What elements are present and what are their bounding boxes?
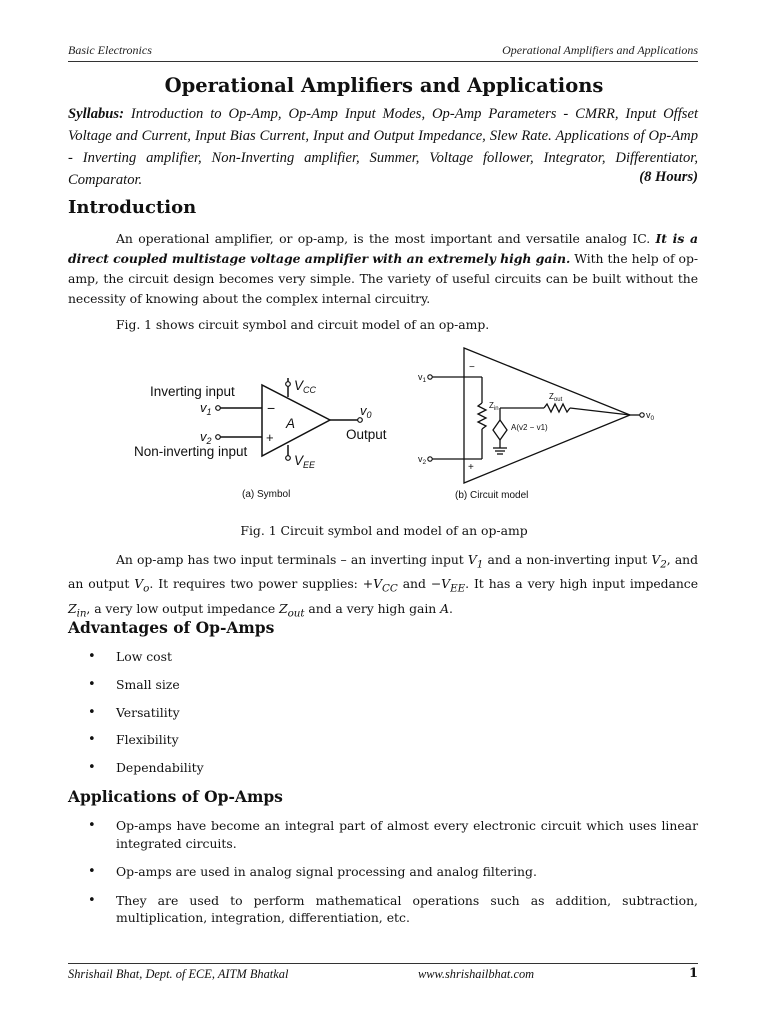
list-item: • Dependability — [68, 759, 698, 777]
list-item: • They are used to perform mathematical operations such as addition, subtraction, multiplication, integration, differentiation, etc. — [68, 892, 698, 927]
dependent-source — [493, 420, 507, 440]
svg-text:+: + — [468, 462, 474, 473]
intro-paragraph: An operational amplifier, or op-amp, is the most important and versatile analog IC. It is a direct coupled multistage voltage amplifier with an extremely high gain. With the help of op-amp, the circuit design becomes very simple. The variety of useful circuits can be built without the necessity of knowing about the complex internal circuitry. — [68, 231, 698, 306]
v1-label: $v_1$ — [200, 400, 212, 417]
syllabus — [68, 103, 698, 191]
figure-reference-paragraph: Fig. 1 shows circuit symbol and circuit model of an op-amp. — [116, 317, 490, 332]
syllabus-label: Syllabus: — [68, 106, 124, 122]
opamp-description-paragraph: An op-amp has two input terminals – an inverting input $V_1$ and a non-inverting input $V_2$, and an output $V_o$. It requires two power supplies: $+V_{CC}$ and $-V_{EE}$. It has a very high input impedance $Z_{in}$, a very low output impedance $Z_{out}$ and a very high gain A. — [68, 552, 698, 620]
list-item: • Small size — [68, 676, 698, 694]
list-item: • Flexibility — [68, 731, 698, 749]
header-rule — [68, 61, 698, 62]
zin-resistor — [478, 403, 486, 429]
list-item: • Op-amps are used in analog signal processing and analog filtering. — [68, 863, 698, 881]
opamp-circuit-model — [432, 348, 640, 483]
output-label: Output — [346, 427, 387, 442]
noninverting-input-label: Non-inverting input — [134, 444, 248, 459]
footer-rule — [68, 963, 698, 964]
opamp-triangle — [262, 385, 330, 456]
section-heading-advantages: Advantages of Op-Amps — [68, 618, 275, 637]
figure-caption: Fig. 1 Circuit symbol and model of an op-amp — [240, 523, 528, 538]
minus-sign: − — [267, 400, 276, 416]
vcc-label: $V_{CC}$ — [294, 378, 317, 395]
zin-label: $Z_{in}$ — [489, 401, 499, 412]
list-item: • Low cost — [68, 648, 698, 666]
vo-label: $v_0$ — [360, 403, 372, 420]
footer-author: Shrishail Bhat, Dept. of ECE, AITM Bhatkal — [68, 967, 289, 981]
opamp-figure — [110, 338, 670, 516]
gain-label: A — [286, 416, 296, 431]
model-triangle — [464, 348, 630, 483]
vee-label: $V_{EE}$ — [294, 453, 316, 470]
model-caption: (b) Circuit model — [455, 490, 529, 501]
syllabus-hours: (8 Hours) — [639, 169, 698, 185]
advantages-list — [68, 648, 698, 777]
intro-emphasis: It is a direct coupled multistage voltage amplifier with an extremely high gain. — [68, 231, 698, 266]
running-header-left: Basic Electronics — [68, 43, 152, 57]
page-title: Operational Amplifiers and Applications — [164, 74, 604, 97]
syllabus-text: Introduction to Op-Amp, Op-Amp Input Modes, Op-Amp Parameters - CMRR, Input Offset Voltage and Current, Input Bias Current, Input and Output Impedance, Slew Rate. Applications of Op-Amp - Inverting amplifier, Non-Inverting amplifier, Summer, Voltage follower, Integrator, Differentiator, Comparator. — [68, 106, 698, 188]
model-vo-label: $v_0$ — [646, 410, 655, 422]
section-heading-applications: Applications of Op-Amps — [68, 787, 283, 806]
zout-resistor — [544, 404, 570, 412]
zout-label: $Z_{out}$ — [549, 392, 563, 403]
v2-label: $v_2$ — [200, 429, 212, 446]
footer-website[interactable]: www.shrishailbhat.com — [418, 967, 535, 981]
symbol-caption: (a) Symbol — [242, 489, 291, 500]
inverting-input-label: Inverting input — [150, 384, 235, 399]
list-item: • Op-amps have become an integral part of almost every electronic circuit which uses linear integrated circuits. — [68, 817, 698, 852]
list-item: • Versatility — [68, 704, 698, 722]
plus-sign: + — [266, 430, 274, 445]
running-header-right: Operational Amplifiers and Applications — [502, 43, 698, 57]
model-v1-label: $v_1$ — [418, 372, 427, 384]
applications-list — [68, 817, 698, 927]
svg-text:−: − — [469, 362, 475, 373]
model-v2-label: $v_2$ — [418, 454, 427, 466]
section-heading-introduction: Introduction — [68, 197, 197, 218]
page-number: 1 — [688, 966, 698, 981]
source-label: A(v2 − v1) — [511, 423, 548, 432]
